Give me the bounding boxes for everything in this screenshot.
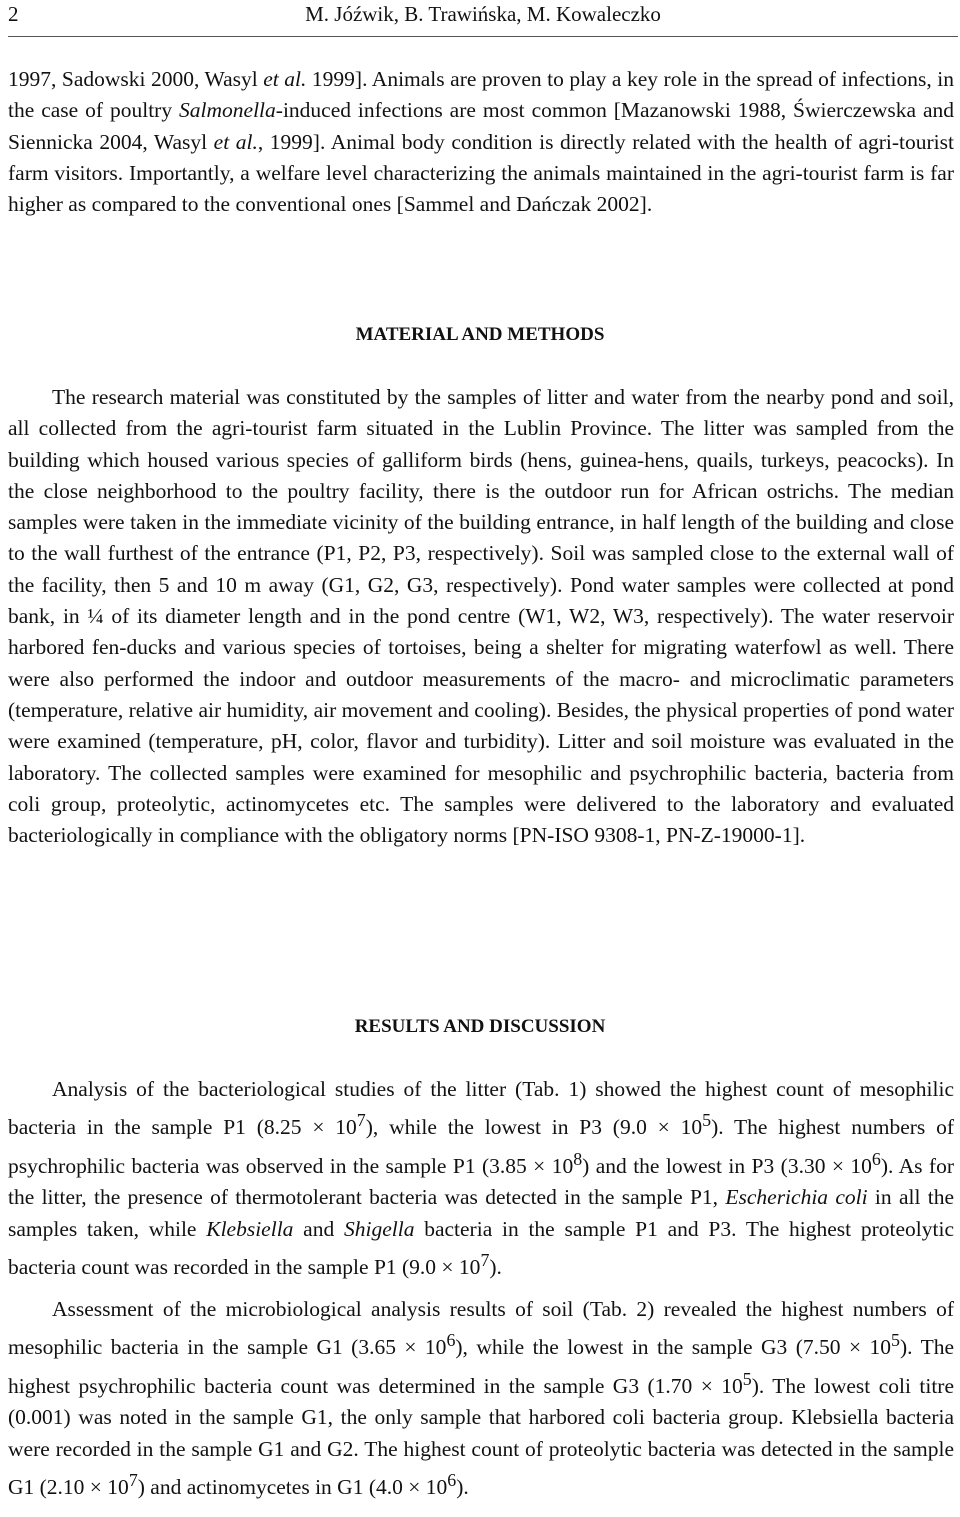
- results-paragraph-litter: Analysis of the bacteriological studies of the litter (Tab. 1) showed the highest count of mesophilic bacteria in the sample P1 $(8.25 \times 10^7)$, while the lowest in P3 $(9.0 \times 10^5)$. The highest numbers of psychrophilic bacteria was observed in the sample P1 $(3.85 \times 10^8)$ and the lowest in P3 $(3.30 \times 10^6)$. As for the litter, the presence of thermotolerant bacteria was detected in the sample P1, Escherichia coli in all the samples taken, while Klebsiella and Shigella bacteria in the sample P1 and P3. The highest proteolytic bacteria count was recorded in the sample P1 $(9.0 \times 10^7)$.: [8, 1077, 955, 1279]
- results-heading: RESULTS AND DISCUSSION: [354, 1016, 606, 1037]
- methods-paragraph: The research material was constituted by the samples of litter and water from the nearby pond and soil, all collected from the agri-tourist farm situated in the Lublin Province. The litter was sampled from the building which housed various species of galliform birds (hens, guinea-hens, quails, turkeys, peacocks). In the close neighborhood to the poultry facility, there is the outdoor run for African ostrichs. The median samples were taken in the immediate vicinity of the building entrance, in half length of the building and close to the wall furthest of the entrance (P1, P2, P3, respectively). Soil was sampled close to the external wall of the facility, then 5 and 10 m away (G1, G2, G3, respectively). Pond water samples were collected at pond bank, in ¼ of its diameter length and in the pond centre (W1, W2, W3, respectively). The water reservoir harbored fen-ducks and various species of tortoises, being a shelter for migrating waterfowl as well. There were also performed the indoor and outdoor measurements of the macro- and microclimatic parameters (temperature, relative air humidity, air movement and cooling). Besides, the physical properties of pond water were examined (temperature, pH, color, flavor and turbidity). Litter and soil moisture was evaluated in the laboratory. The collected samples were examined for mesophilic and psychrophilic bacteria, bacteria from coli group, proteolytic, actinomycetes etc. The samples were delivered to the laboratory and evaluated bacteriologically in compliance with the obligatory norms [PN-ISO 9308-1, PN-Z-19000-1].: [8, 385, 954, 848]
- results-paragraph-soil: Assessment of the microbiological analysis results of soil (Tab. 2) revealed the highest numbers of mesophilic bacteria in the sample G1 $(3.65 \times 10^6)$, while the lowest in the sample G3 $(7.50 \times 10^5)$. The highest psychrophilic bacteria count was determined in the sample G3 $(1.70 \times 10^5)$. The lowest coli titre (0.001) was noted in the sample G1, the only sample that harbored coli bacteria group. Klebsiella bacteria were recorded in the sample G1 and G2. The highest count of proteolytic bacteria was detected in the sample G1 $(2.10 \times 10^7)$ and actinomycetes in G1 $(4.0 \times 10^6)$.: [8, 1297, 954, 1499]
- page-header: [8, 0, 958, 37]
- running-title: M. Jóźwik, B. Trawińska, M. Kowaleczko: [305, 2, 661, 26]
- intro-paragraph: 1997, Sadowski 2000, Wasyl et al. 1999]. Animals are proven to play a key role in the spread of infections, in the case of poultry Salmonella-induced infections are most common [Mazanowski 1988, Świerczewska and Siennicka 2004, Wasyl et al., 1999]. Animal body condition is directly related with the health of agri-tourist farm visitors. Importantly, a welfare level characterizing the animals maintained in the agri-tourist farm is far higher as compared to the conventional ones [Sammel and Dańczak 2002].: [8, 67, 954, 217]
- page-number: 2: [8, 2, 19, 26]
- methods-heading: MATERIAL AND METHODS: [355, 324, 605, 345]
